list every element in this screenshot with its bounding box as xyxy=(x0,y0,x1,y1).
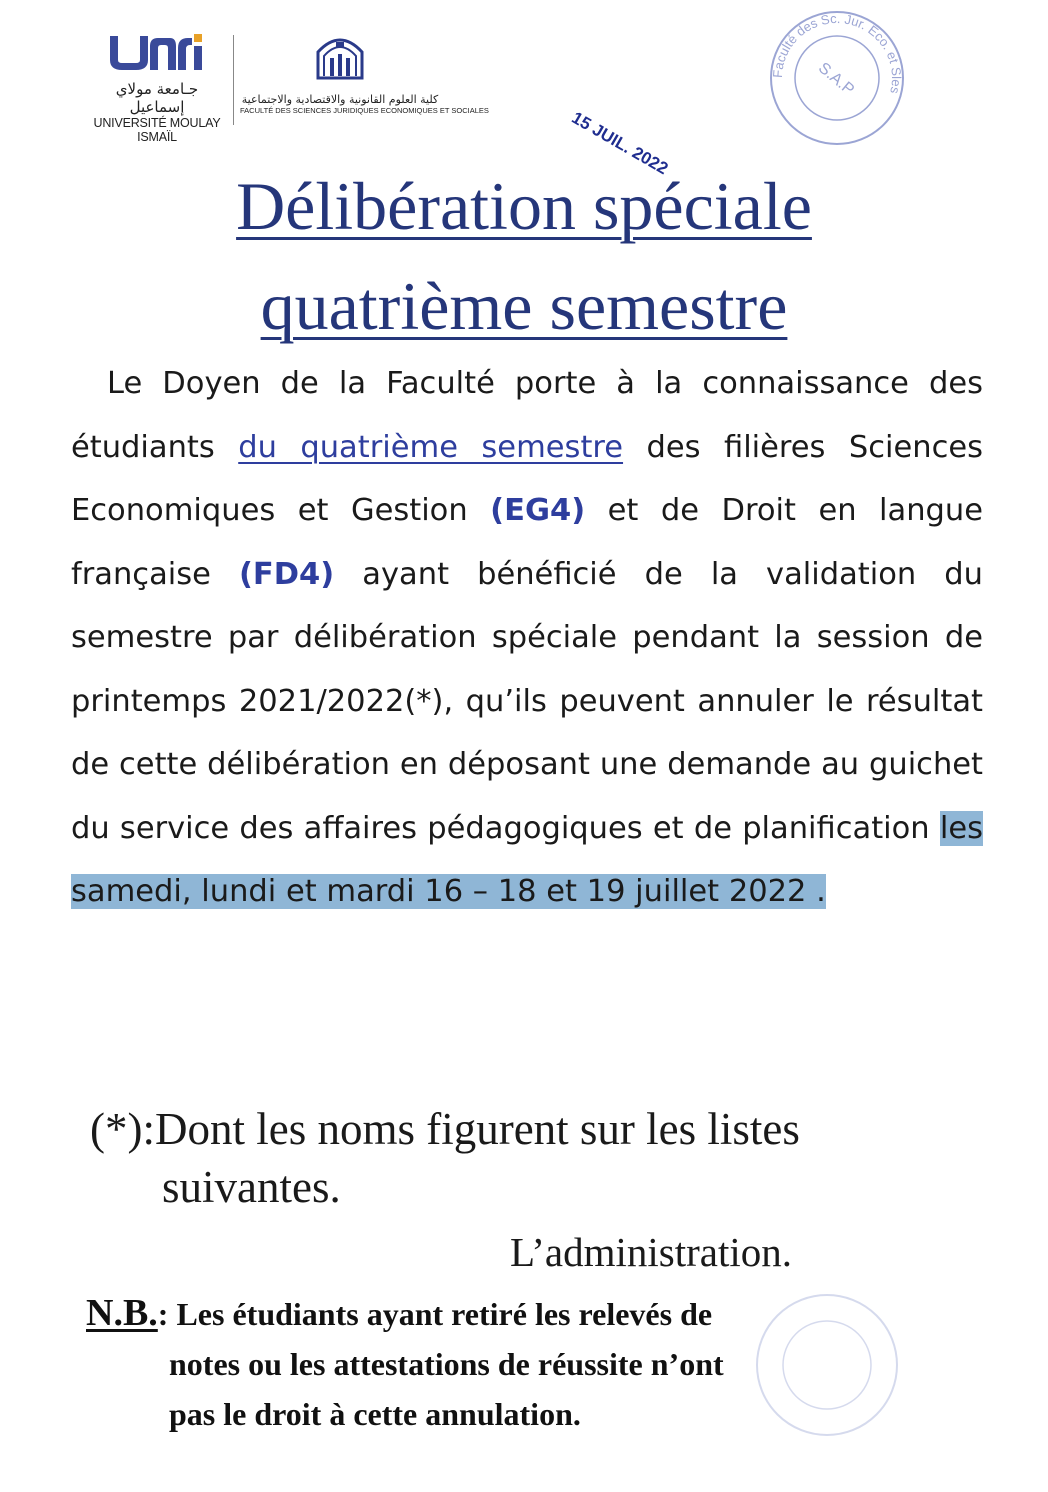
body-text-part1: Le Doyen de la Faculté porte à la connaissance des étudiants xyxy=(71,366,983,465)
university-logo xyxy=(92,30,222,144)
seal-stamp-icon xyxy=(762,8,912,148)
footnote-line2: suivantes. xyxy=(162,1162,341,1212)
umi-logo-icon xyxy=(92,30,222,78)
nota-bene xyxy=(86,1288,956,1439)
body-text-part2: des filières Sciences Economiques et Gestion xyxy=(71,429,984,528)
university-name-fr: UNIVERSITÉ MOULAY ISMAÏL xyxy=(93,116,221,144)
footnote xyxy=(90,1100,990,1216)
seal-text: Faculté des Sc. Jur. Eco. et Sles xyxy=(769,10,905,96)
faculty-building-icon xyxy=(240,30,440,82)
nb-line1: Les étudiants ayant retiré les relevés de xyxy=(176,1296,713,1332)
faculty-logo xyxy=(240,30,489,115)
faculty-name-ar: كلية العلوم القانونية والاقتصادية والاجتماعية xyxy=(241,93,439,106)
fd4-code: (FD4) xyxy=(238,556,335,592)
eg4-code: (EG4) xyxy=(490,493,586,528)
body-text-part3: et de Droit en langue française xyxy=(71,493,983,592)
document-title-line1: Délibération spéciale xyxy=(236,168,812,244)
nb-colon: : xyxy=(157,1296,177,1332)
document-title-line2: quatrième semestre xyxy=(260,268,788,344)
university-name-ar: جـامعة مولاي إسماعيل xyxy=(115,80,199,116)
semester-emphasis: du quatrième semestre xyxy=(238,429,624,465)
signature: L’administration. xyxy=(510,1229,793,1275)
announcement-body xyxy=(71,352,983,924)
body-text-part4: ayant bénéficié de la validation du semestre par délibération spéciale pendant la session de printemps 2021/2022(*), qu’ils peuvent annuler le résultat de cette délibération en déposant une demande au guichet du service des affaires pédagogiques et de planification xyxy=(71,556,983,846)
logo-divider xyxy=(233,35,234,125)
footnote-line1: (*):Dont les noms figurent sur les listes xyxy=(90,1104,800,1154)
faculty-name-fr: FACULTÉ DES SCIENCES JURIDIQUES ECONOMIQUES ET SOCIALES xyxy=(240,106,489,115)
nb-line3: pas le droit à cette annulation. xyxy=(169,1396,581,1432)
nb-line2: notes ou les attestations de réussite n’ont xyxy=(169,1346,724,1382)
seal-center-text: S.A.P xyxy=(814,59,858,99)
highlighted-dates: les samedi, lundi et mardi 16 – 18 et 19 juillet 2022 . xyxy=(71,810,983,909)
date-stamp: 15 JUIL. 2022 xyxy=(568,108,672,179)
nb-label: N.B. xyxy=(86,1292,158,1334)
